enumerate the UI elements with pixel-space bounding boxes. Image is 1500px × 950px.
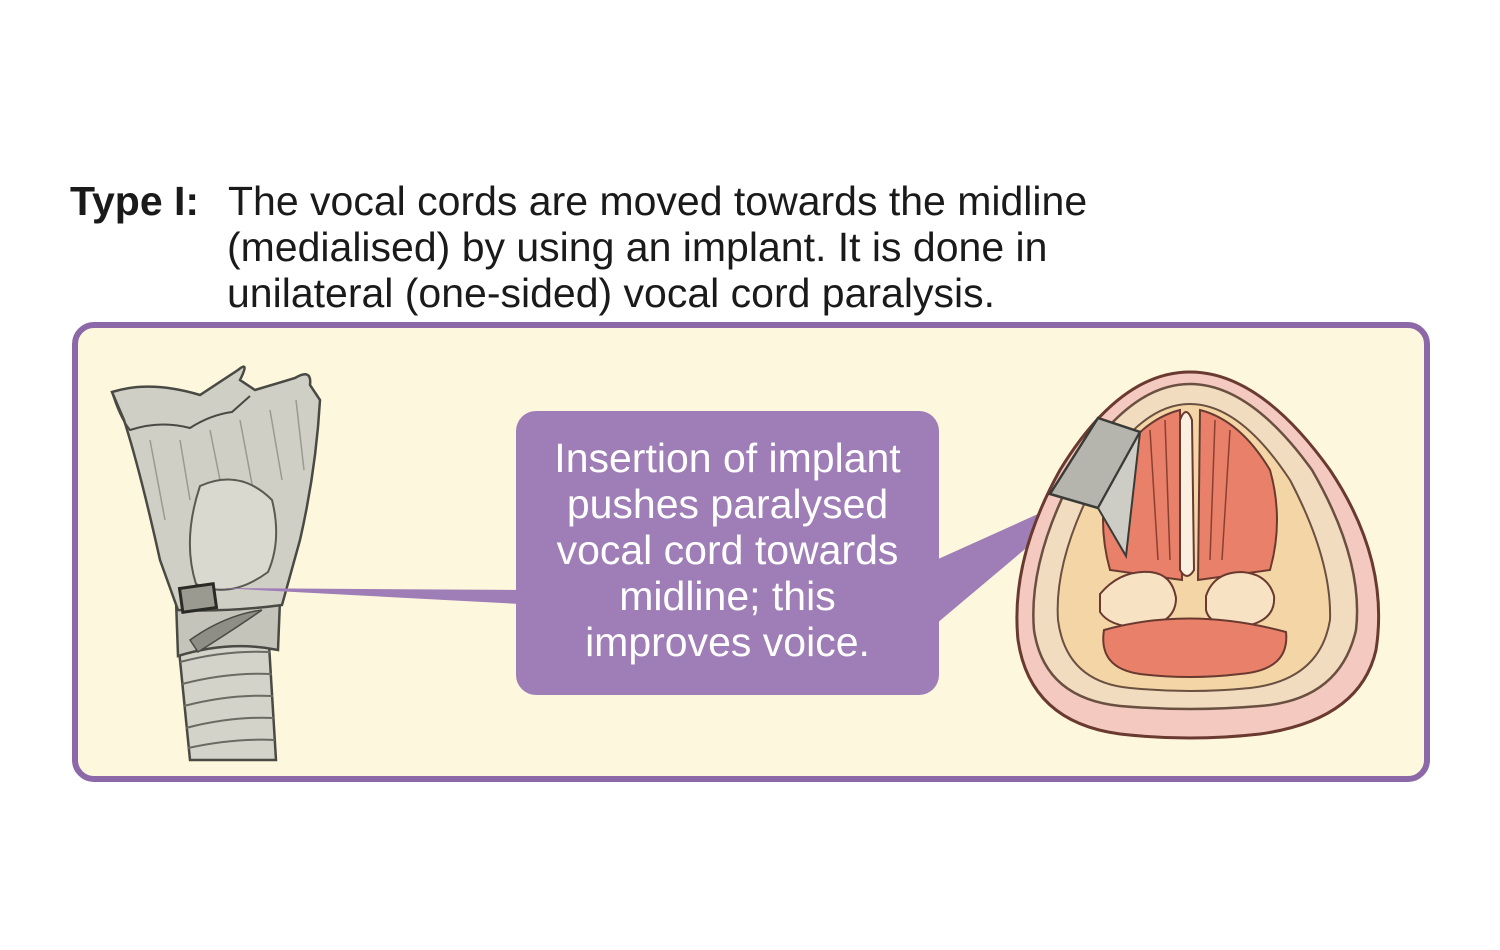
callout-line-1: Insertion of implant: [554, 435, 901, 481]
heading-line-2: (medialised) by using an implant. It is done in: [227, 224, 1048, 270]
callout-box: [516, 411, 939, 695]
heading-label: Type I:: [70, 178, 200, 224]
heading-line-1: The vocal cords are moved towards the midline: [228, 178, 1088, 224]
callout-line-4: midline; this: [619, 573, 836, 619]
larynx-cartilage-icon: [112, 367, 320, 760]
callout-text: [516, 435, 939, 665]
heading-line-3: unilateral (one-sided) vocal cord paralysis.: [227, 270, 995, 316]
callout-line-3: vocal cord towards: [556, 527, 899, 573]
callout-line-5: improves voice.: [585, 619, 870, 665]
larynx-cross-section-icon: [1017, 372, 1379, 738]
callout-line-2: pushes paralysed: [566, 481, 889, 527]
